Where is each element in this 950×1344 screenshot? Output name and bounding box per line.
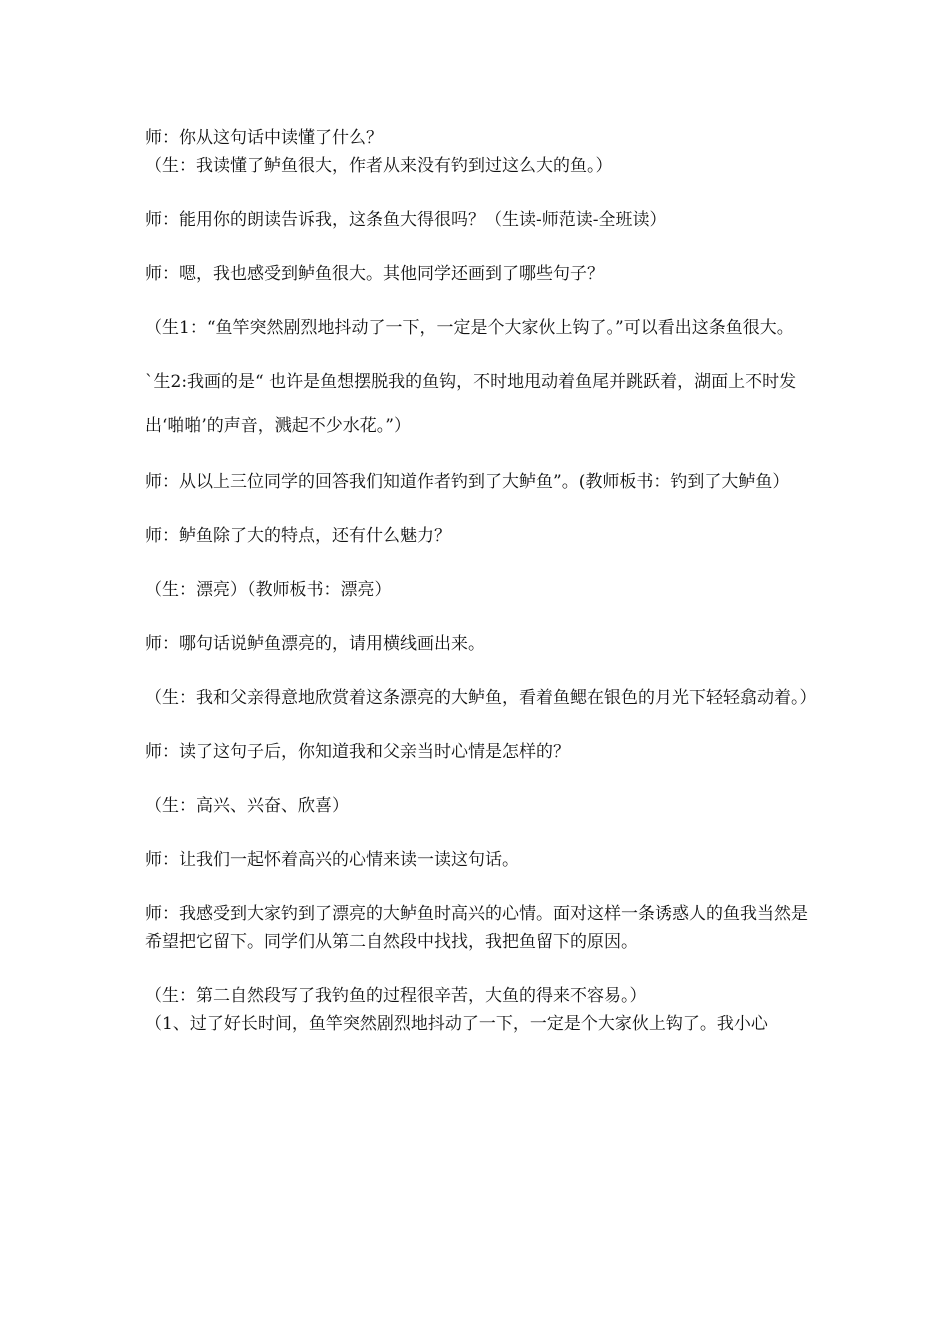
paragraph-15: 师：我感受到大家钓到了漂亮的大鲈鱼时高兴的心情。面对这样一条诱惑人的鱼我当然是希望把它留下。同学们从第二自然段中找找，我把鱼留下的原因。 bbox=[145, 904, 808, 952]
paragraph-14: 师：让我们一起怀着高兴的心情来读一读这句话。 bbox=[145, 850, 519, 870]
paragraph-11: （生：我和父亲得意地欣赏着这条漂亮的大鲈鱼，看着鱼鳃在银色的月光下轻轻翕动着。） bbox=[145, 688, 817, 708]
paragraph-7: 师：从以上三位同学的回答我们知道作者钓到了大鲈鱼”。(教师板书：钓到了大鲈鱼） bbox=[145, 472, 790, 492]
paragraph-12: 师：读了这句子后，你知道我和父亲当时心情是怎样的？ bbox=[145, 742, 570, 762]
paragraph-8: 师：鲈鱼除了大的特点，还有什么魅力？ bbox=[145, 526, 451, 546]
paragraph-9: （生：漂亮）（教师板书：漂亮） bbox=[145, 580, 392, 600]
paragraph-17: （1、过了好长时间，鱼竿突然剧烈地抖动了一下，一定是个大家伙上钩了。我小心 bbox=[145, 1014, 768, 1034]
paragraph-1: 师：你从这句话中读懂了什么？ bbox=[145, 128, 383, 148]
paragraph-4: 师：嗯，我也感受到鲈鱼很大。其他同学还画到了哪些句子？ bbox=[145, 264, 604, 284]
document-body bbox=[145, 124, 815, 1038]
paragraph-2: （生：我读懂了鲈鱼很大，作者从来没有钓到过这么大的鱼。） bbox=[145, 156, 613, 176]
paragraph-10: 师：哪句话说鲈鱼漂亮的，请用横线画出来。 bbox=[145, 634, 485, 654]
paragraph-13: （生：高兴、兴奋、欣喜） bbox=[145, 796, 349, 816]
paragraph-5: （生1：“鱼竿突然剧烈地抖动了一下，一定是个大家伙上钩了。”可以看出这条鱼很大。 bbox=[145, 318, 794, 338]
paragraph-16: （生：第二自然段写了我钓鱼的过程很辛苦，大鱼的得来不容易。） bbox=[145, 986, 647, 1006]
paragraph-3: 师：能用你的朗读告诉我，这条鱼大得很吗？（生读-师范读-全班读） bbox=[145, 210, 667, 230]
paragraph-6: `生2:我画的是“ 也许是鱼想摆脱我的鱼钩，不时地甩动着鱼尾并跳跃着，湖面上不时发出‘啪啪’的声音，溅起不少水花。”） bbox=[145, 372, 797, 436]
